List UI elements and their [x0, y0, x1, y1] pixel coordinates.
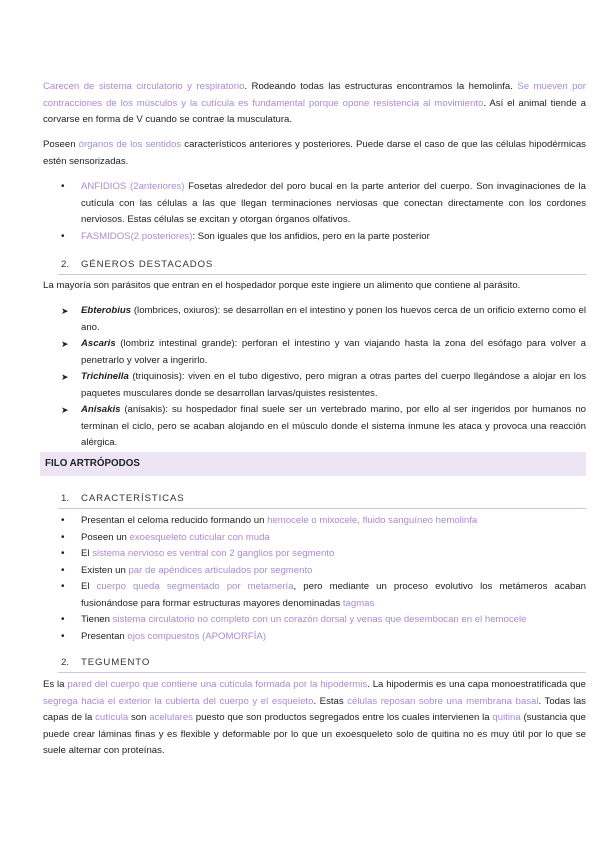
- section-heading-generos: 2. GÉNEROS DESTACADOS: [61, 259, 214, 270]
- phylum-heading: FILO ARTRÓPODOS: [40, 452, 586, 476]
- genera-list: [61, 303, 586, 452]
- section-divider: [58, 274, 586, 275]
- arrow-bullet-icon: ➤: [61, 405, 69, 415]
- list-item: • FASMIDOS(2 posteriores): Son iguales que los anfidios, pero en la parte posterior: [61, 229, 586, 246]
- bullet-icon: [61, 229, 75, 246]
- list-item: ➤ Ascaris (lombriz intestinal grande): perforan el intestino y van viajando hasta la zona del esófago para volver a penetrarlo y volver a ingerirlo.: [61, 338, 586, 366]
- list-item: • ANFIDIOS (2anteriores) Fosetas alrededor del poro bucal en la parte anterior del cuerpo. Son invaginaciones de la cutícula con las células a las que llegan terminaciones nerviosas que conectan directamente con los cordones nerviosos. Estas células se excitan y otorgan órganos olfativos.: [61, 179, 586, 229]
- list-item: • Presentan ojos compuestos (APOMORFÍA): [61, 629, 586, 646]
- bullet-icon: [61, 179, 75, 196]
- section-heading-caracteristicas: 1. CARACTERÍSTICAS: [61, 493, 185, 504]
- list-item: ➤ Trichinella (triquinosis): viven en el tubo digestivo, pero migran a otras partes del cuerpo llegándose a alojar en los paquetes musculares donde se desarrollan larvas/quistes resistentes.: [61, 371, 586, 399]
- intro-paragraph-2: Poseen órganos de los sentidos característicos anteriores y posteriores. Puede darse el caso de que las células hipodérmicas estén sensorizadas.: [43, 139, 586, 167]
- section-divider: [58, 508, 586, 509]
- section-divider: [58, 672, 586, 673]
- list-item: • El cuerpo queda segmentado por metamería, pero mediante un proceso evolutivo los metámeros acaban fusionándose para formar estructuras mayores denominadas tagmas: [61, 579, 586, 612]
- section-heading-tegumento: 2. TEGUMENTO: [61, 657, 151, 668]
- list-item: ➤ Anisakis (anisakis): su hospedador final suele ser un vertebrado marino, por ello al ser ingeridos por humanos no terminan el ciclo, pero se acaban alojando en el músculo donde el sistema inmune les ataca y provoca una reacción alérgica.: [61, 404, 586, 448]
- list-item: • Existen un par de apéndices articulados por segmento: [61, 563, 586, 580]
- bullet-icon: [61, 612, 75, 629]
- bullet-icon: [61, 629, 75, 646]
- bullet-icon: [61, 579, 75, 596]
- bullet-icon: [61, 513, 75, 530]
- traits-list: [61, 513, 586, 645]
- list-item: • Presentan el celoma reducido formando un hemocele o mixocele, fluido sanguíneo hemolinfa: [61, 513, 586, 530]
- bullet-icon: [61, 563, 75, 580]
- bullet-icon: [61, 530, 75, 547]
- bullet-icon: [61, 546, 75, 563]
- tegumento-paragraph: Es la pared del cuerpo que contiene una cutícula formada por la hipodermis. La hipodermis es una capa monoestratificada que segrega hacia el exterior la cubierta del cuerpo y el esqueleto. Estas células reposan sobre una membrana basal. Todas las capas de la cutícula son acelulares puesto que son productos segregados entre los cuales intervienen la quitina (sustancia que puede crear láminas finas y es flexible y deformable por lo que un exoesqueleto solo de quitina no es muy útil por lo que se suele alternar con proteínas.: [43, 679, 586, 756]
- arrow-bullet-icon: ➤: [61, 372, 69, 382]
- list-item: • Tienen sistema circulatorio no completo con un corazón dorsal y venas que desembocan en el hemocele: [61, 612, 586, 629]
- list-item: • Poseen un exoesqueleto cuticular con muda: [61, 530, 586, 547]
- list-item: ➤ Ebterobius (lombrices, oxiuros): se desarrollan en el intestino y ponen los huevos cerca de un orificio externo como el ano.: [61, 305, 586, 333]
- arrow-bullet-icon: ➤: [61, 306, 69, 316]
- intro-paragraph-1: Carecen de sistema circulatorio y respiratorio. Rodeando todas las estructuras encontramos la hemolinfa. Se mueven por contracciones de los músculos y la cutícula es fundamental porque opone resistencia al movimiento. Así el animal tiende a corvarse en forma de V cuando se contrae la musculatura.: [43, 81, 586, 125]
- generos-intro: La mayoría son parásitos que entran en el hospedador porque este ingiere un alimento que contiene al parásito.: [43, 280, 521, 291]
- sense-organ-list: [61, 179, 586, 245]
- list-item: • El sistema nervioso es ventral con 2 ganglios por segmento: [61, 546, 586, 563]
- arrow-bullet-icon: ➤: [61, 339, 69, 349]
